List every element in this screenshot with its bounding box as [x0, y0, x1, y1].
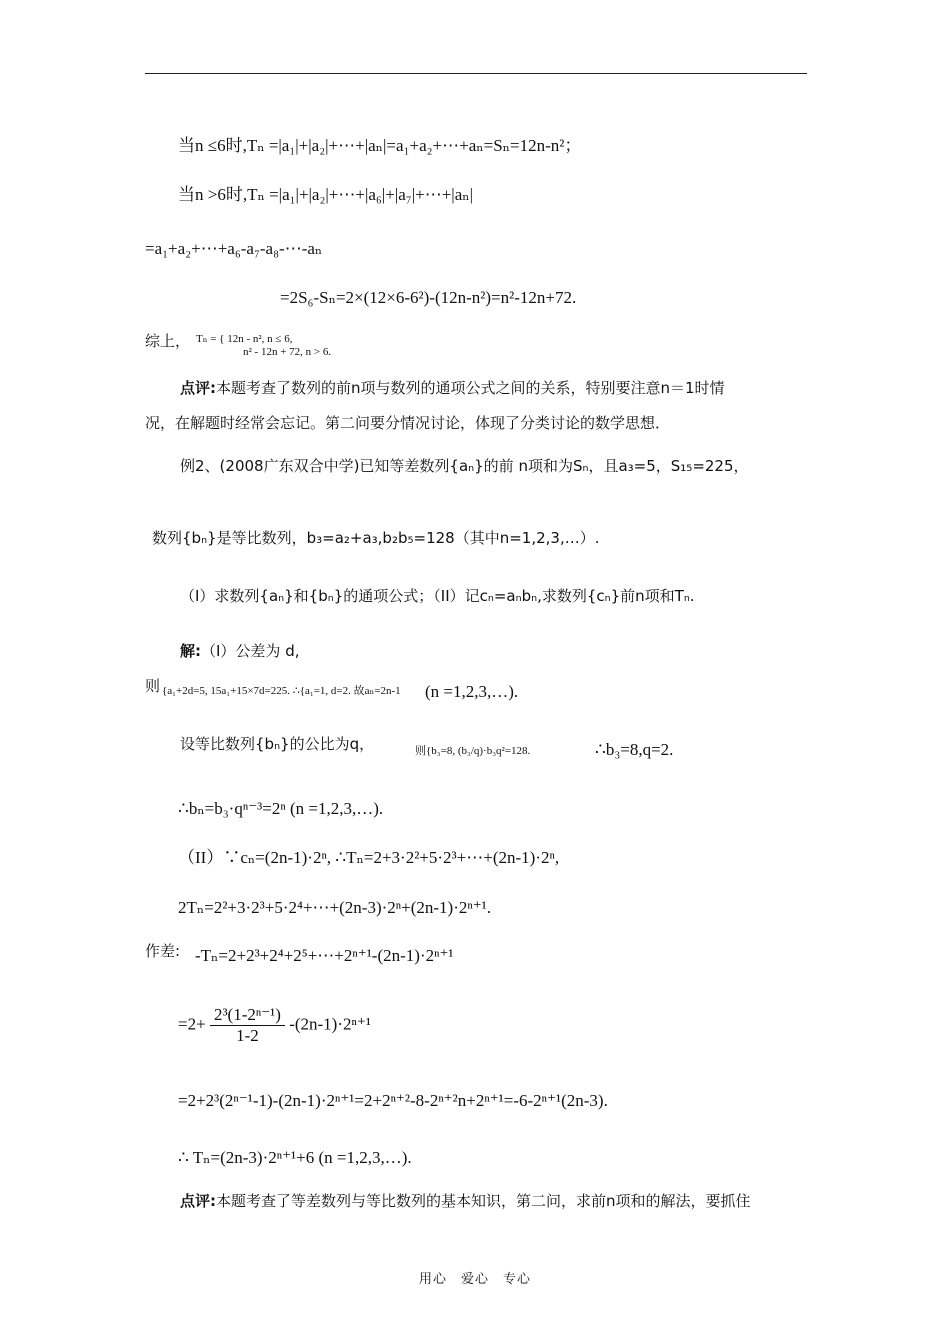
system-b3-q: 则{b₃=8, (b₃/q)·b₃q²=128.: [415, 745, 531, 757]
solution-label: 解:: [180, 642, 201, 660]
case-le6-line: 当n ≤6时,Tₙ =|a₁|+|a₂|+⋯+|aₙ|=a₁+a₂+⋯+aₙ=Sₙ=12n-n²；: [178, 136, 582, 155]
system-a1-d: {a₁+2d=5, 15a₁+15×7d=225. ∴{a₁=1, d=2. 故aₙ=2n-1: [162, 685, 401, 697]
fraction-denominator: 1-2: [236, 1026, 259, 1045]
difference-line: -Tₙ=2+2³+2⁴+2⁵+⋯+2ⁿ⁺¹-(2n-1)·2ⁿ⁺¹: [195, 946, 454, 965]
b3-q-result: ∴b₃=8,q=2.: [595, 740, 674, 759]
2tn-line: 2Tₙ=2²+3·2³+5·2⁴+⋯+(2n-3)·2ⁿ+(2n-1)·2ⁿ⁺¹.: [178, 898, 492, 917]
fraction-numerator: 2³(1-2ⁿ⁻¹): [210, 1005, 285, 1026]
geometric-sum-line: [178, 1005, 371, 1046]
summary-case-1: Tₙ = { 12n - n², n ≤ 6,: [196, 333, 293, 345]
an-range: (n =1,2,3,…).: [425, 682, 519, 701]
expansion-line: =a₁+a₂+⋯+a₆-a₇-a₈-⋯-aₙ: [145, 239, 323, 258]
geometric-setup: 设等比数列{bₙ}的公比为q，: [180, 735, 375, 753]
tn-final-formula: ∴ Tₙ=(2n-3)·2ⁿ⁺¹+6 (n =1,2,3,…).: [178, 1148, 412, 1167]
geometric-sum-fraction: [210, 1005, 285, 1046]
comment-1-text: 本题考查了数列的前n项与数列的通项公式之间的关系，特别要注意n＝1时情: [216, 379, 725, 397]
example-2-statement: 例2、(2008广东双合中学)已知等差数列{aₙ}的前 n项和为Sₙ，且a₃=5，S₁₅=225，: [180, 457, 749, 475]
geometric-sum-prefix: =2+: [178, 1014, 206, 1034]
solution-text: （I）公差为 d,: [201, 642, 300, 660]
cn-tn-line: （II）∵cₙ=(2n-1)·2ⁿ, ∴Tₙ=2+3·2²+5·2³+⋯+(2n-1)·2ⁿ,: [178, 848, 560, 867]
comment-1-continued: 况，在解题时经常会忘记。第二问要分情况讨论，体现了分类讨论的数学思想．: [145, 414, 671, 432]
solution-start: [180, 640, 299, 662]
comment-2-label: 点评:: [180, 1192, 216, 1210]
header-rule: [145, 73, 807, 74]
difference-label: 作差:: [145, 942, 181, 960]
comment-1-label: 点评:: [180, 379, 216, 397]
simplification-line: =2+2³(2ⁿ⁻¹-1)-(2n-1)·2ⁿ⁺¹=2+2ⁿ⁺²-8-2ⁿ⁺²n+2ⁿ⁺¹=-6-2ⁿ⁺¹(2n-3).: [178, 1091, 608, 1110]
result-line: =2S₆-Sₙ=2×(12×6-6²)-(12n-n²)=n²-12n+72.: [280, 288, 577, 307]
geometric-sum-suffix: -(2n-1)·2ⁿ⁺¹: [289, 1014, 371, 1034]
summary-label: 综上，: [145, 332, 191, 350]
example-2-question: （I）求数列{aₙ}和{bₙ}的通项公式；（II）记cₙ=aₙbₙ,求数列{cₙ}前n项和Tₙ.: [180, 587, 695, 605]
page-footer: 用心 爱心 专心: [418, 1272, 531, 1287]
comment-2-text: 本题考查了等差数列与等比数列的基本知识，第二问，求前n项和的解法，要抓住: [216, 1192, 751, 1210]
comment-1-line: [180, 377, 725, 399]
summary-case-2: n² - 12n + 72, n > 6.: [243, 346, 332, 358]
case-gt6-line: 当n >6时,Tₙ =|a₁|+|a₂|+⋯+|a₆|+|a₇|+⋯+|aₙ|: [178, 185, 474, 204]
bn-formula: ∴bₙ=b₃·qⁿ⁻³=2ⁿ (n =1,2,3,…).: [178, 799, 384, 818]
example-2-condition: 数列{bₙ}是等比数列，b₃=a₂+a₃,b₂b₅=128（其中n=1,2,3,…）.: [152, 529, 600, 547]
comment-2-line: [180, 1190, 751, 1212]
then-label: 则: [145, 677, 161, 695]
